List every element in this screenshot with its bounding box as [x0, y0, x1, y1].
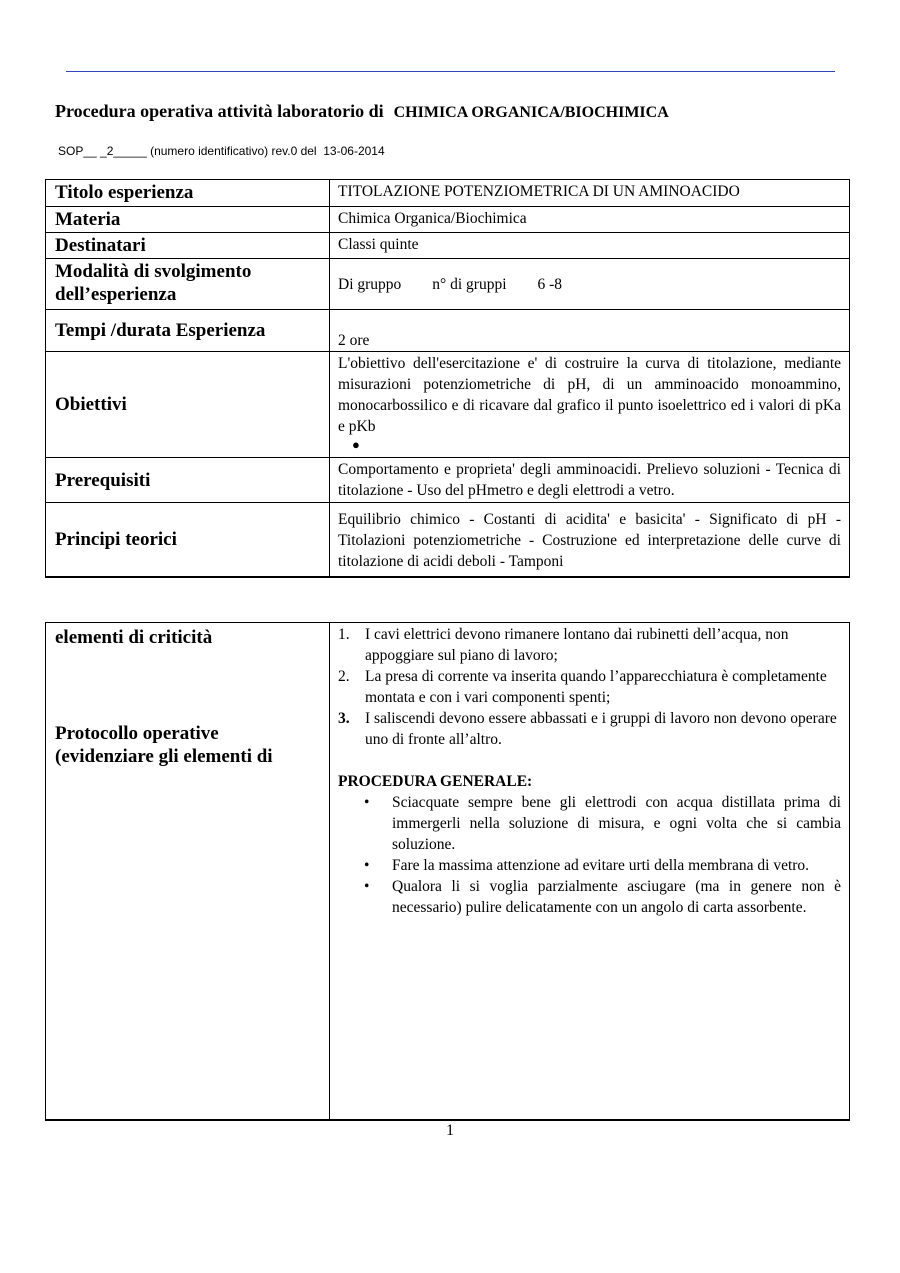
protocol-table — [45, 622, 850, 1121]
value-modalita: Di gruppo n° di gruppi 6 -8 — [330, 259, 850, 310]
label-protocollo: Protocollo operative (evidenziare gli elementi di — [55, 723, 273, 767]
row-tempi — [46, 310, 850, 352]
value-principi: Equilibrio chimico - Costanti di acidita' e basicita' - Significato di pH - Titolazioni potenziometriche - Costruzione ed interpretazione delle curve di titolazione di acidi deboli - Tamponi — [330, 503, 850, 577]
label-prerequisiti: Prerequisiti — [46, 458, 330, 503]
experience-info-table — [45, 179, 850, 578]
row-modalita — [46, 259, 850, 310]
list-number: 3. — [338, 710, 350, 727]
page-title: Procedura operativa attività laboratorio di — [55, 101, 384, 121]
label-criticita: elementi di criticità — [55, 627, 213, 648]
page-heading — [55, 101, 669, 122]
criticita-text: I saliscendi devono essere abbassati e i gruppi di lavoro non devono operare uno di fronte all’altro. — [365, 710, 837, 748]
procedura-item — [338, 855, 841, 876]
label-tempi: Tempi /durata Esperienza — [46, 310, 330, 352]
subject-title: CHIMICA ORGANICA/BIOCHIMICA — [393, 104, 669, 121]
header-rule — [66, 71, 835, 72]
value-titolo: TITOLAZIONE POTENZIOMETRICA DI UN AMINOACIDO — [330, 180, 850, 207]
criticita-text: La presa di corrente va inserita quando l’apparecchiatura è completamente montata e con i vari componenti spenti; — [365, 668, 827, 706]
criticita-text: I cavi elettrici devono rimanere lontano dai rubinetti dell’acqua, non appoggiare sul piano di lavoro; — [365, 626, 789, 664]
procedura-item — [338, 792, 841, 855]
row-prerequisiti — [46, 458, 850, 503]
value-materia: Chimica Organica/Biochimica — [330, 207, 850, 233]
row-obiettivi — [46, 352, 850, 458]
value-tempi: 2 ore — [330, 310, 850, 352]
label-materia: Materia — [46, 207, 330, 233]
row-titolo — [46, 180, 850, 207]
label-principi: Principi teorici — [46, 503, 330, 577]
procedura-item — [338, 876, 841, 918]
criticita-item — [338, 624, 841, 666]
row-principi — [46, 503, 850, 577]
value-prerequisiti: Comportamento e proprieta' degli amminoacidi. Prelievo soluzioni - Tecnica di titolazione - Uso del pHmetro e degli elettrodi a vetro. — [330, 458, 850, 503]
value-obiettivi: L'obiettivo dell'esercitazione e' di costruire la curva di titolazione, mediante misurazioni potenziometriche di pH, di un amminoacido monoammino, monocarbossilico e di ricavare dal grafico il punto isoelettrico ed i valori di pKa e pKb — [338, 355, 841, 435]
row-protocol — [46, 623, 850, 1120]
label-modalita: Modalità di svolgimento dell’esperienza — [46, 259, 330, 310]
list-number: 2. — [338, 668, 350, 685]
procedura-title: PROCEDURA GENERALE: — [338, 773, 533, 790]
cell-obiettivi — [330, 352, 850, 458]
criticita-item — [338, 666, 841, 708]
page-number: 1 — [446, 1122, 454, 1139]
label-destinatari: Destinatari — [46, 233, 330, 259]
bullet-icon: • — [364, 857, 370, 874]
bullet-icon: ● — [352, 437, 360, 452]
value-destinatari: Classi quinte — [330, 233, 850, 259]
cell-protocol-labels — [46, 623, 330, 1120]
bullet-icon: • — [364, 794, 370, 811]
criticita-list — [338, 624, 841, 750]
bullet-icon: • — [364, 878, 370, 895]
label-titolo: Titolo esperienza — [46, 180, 330, 207]
row-destinatari — [46, 233, 850, 259]
procedura-text: Fare la massima attenzione ad evitare urti della membrana di vetro. — [392, 857, 810, 874]
row-materia — [46, 207, 850, 233]
procedura-text: Sciacquate sempre bene gli elettrodi con acqua distillata prima di immergerli nella soluzione di misura, e ogni volta che si cambia soluzione. — [392, 794, 841, 853]
procedura-text: Qualora li si voglia parzialmente asciugare (ma in genere non è necessario) pulire delicatamente con un angolo di carta assorbente. — [392, 878, 841, 916]
procedura-list — [338, 792, 841, 918]
cell-protocol-content — [330, 623, 850, 1120]
label-obiettivi: Obiettivi — [46, 352, 330, 458]
list-number: 1. — [338, 626, 350, 643]
criticita-item — [338, 708, 841, 750]
sop-identifier: SOP__ _2_____ (numero identificativo) rev.0 del 13-06-2014 — [58, 144, 385, 158]
